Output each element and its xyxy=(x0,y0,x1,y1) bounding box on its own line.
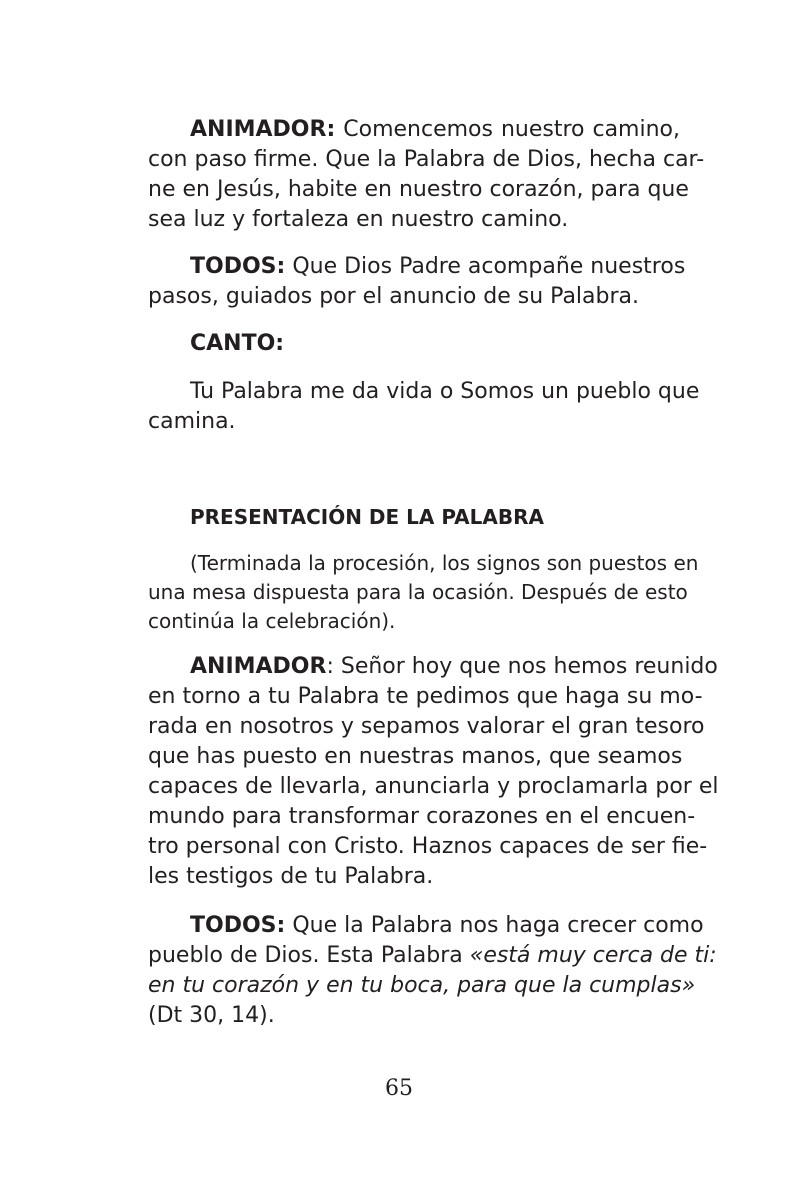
paragraph-line: ne en Jesús, habite en nuestro corazón, para que xyxy=(148,177,689,202)
speaker-label: ANIMADOR xyxy=(190,654,327,679)
paragraph-rubric xyxy=(148,548,699,638)
paragraph-line: ANIMADOR: Comencemos nuestro camino, xyxy=(190,117,680,142)
speaker-label: TODOS: xyxy=(190,254,286,279)
paragraph-todos-2 xyxy=(148,911,717,1031)
page-number: 65 xyxy=(385,1076,413,1101)
paragraph-line: tro personal con Cristo. Haznos capaces de ser fie- xyxy=(148,834,708,859)
paragraph-line: en torno a tu Palabra te pedimos que haga su mo- xyxy=(148,684,703,709)
paragraph-line: sea luz y fortaleza en nuestro camino. xyxy=(148,207,569,232)
scripture-quote: en tu corazón y en tu boca, para que la cumplas» xyxy=(148,973,696,998)
paragraph-todos-1 xyxy=(148,252,686,312)
paragraph-line: con paso firme. Que la Palabra de Dios, hecha car- xyxy=(148,147,705,172)
paragraph-line: mundo para transformar corazones en el encuen- xyxy=(148,804,696,829)
paragraph-line: capaces de llevarla, anunciarla y proclamarla por el xyxy=(148,774,719,799)
canto-heading: CANTO: xyxy=(190,331,285,356)
paragraph-line: pasos, guiados por el anuncio de su Palabra. xyxy=(148,284,640,309)
paragraph-line: TODOS: Que Dios Padre acompañe nuestros xyxy=(190,254,686,279)
speaker-label: ANIMADOR: xyxy=(190,117,336,142)
paragraph-animador-2 xyxy=(148,652,719,892)
paragraph-animador-1 xyxy=(148,115,705,235)
paragraph-line: camina. xyxy=(148,409,236,434)
paragraph-line: rada en nosotros y sepamos valorar el gran tesoro xyxy=(148,714,705,739)
speaker-label: TODOS: xyxy=(190,913,286,938)
paragraph-line: una mesa dispuesta para la ocasión. Después de esto xyxy=(148,580,688,604)
scripture-quote: «está muy cerca de ti: xyxy=(469,943,717,968)
paragraph-line: Tu Palabra me da vida o Somos un pueblo que xyxy=(190,379,700,404)
paragraph-line: TODOS: Que la Palabra nos haga crecer como xyxy=(190,913,704,938)
section-heading: PRESENTACIÓN DE LA PALABRA xyxy=(190,505,544,529)
paragraph-line: que has puesto en nuestras manos, que seamos xyxy=(148,744,683,769)
scripture-reference: (Dt 30, 14). xyxy=(148,1003,275,1028)
paragraph-line: les testigos de tu Palabra. xyxy=(148,864,434,889)
paragraph-line: pueblo de Dios. Esta Palabra «está muy cerca de ti: xyxy=(148,943,717,968)
paragraph-line: continúa la celebración). xyxy=(148,609,396,633)
paragraph-line: ANIMADOR: Señor hoy que nos hemos reunido xyxy=(190,654,718,679)
paragraph-line: (Terminada la procesión, los signos son puestos en xyxy=(190,551,699,575)
paragraph-canto xyxy=(148,377,700,437)
